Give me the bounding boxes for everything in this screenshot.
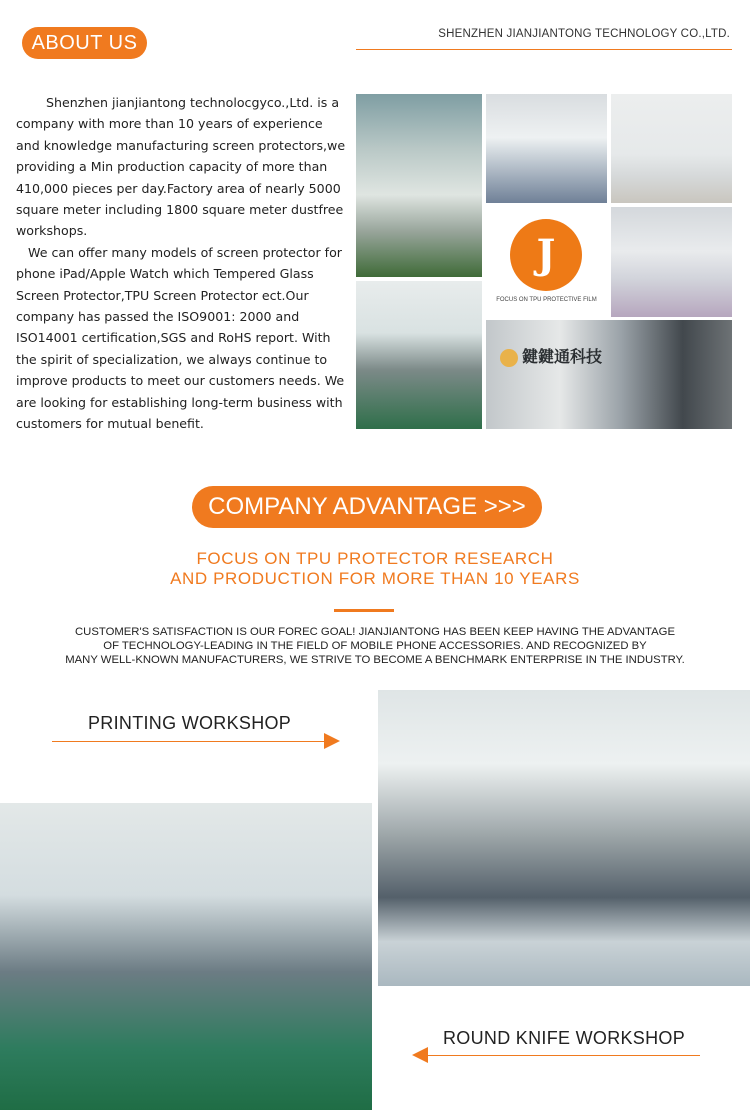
advantage-desc-line-2: OF TECHNOLOGY-LEADING IN THE FIELD OF MOBILE PHONE ACCESSORIES. AND RECOGNIZED BY xyxy=(103,640,647,652)
printing-workshop-photo xyxy=(378,690,750,986)
intro-text xyxy=(16,92,350,435)
company-name: SHENZHEN JIANJIANTONG TECHNOLOGY CO.,LTD. xyxy=(438,28,730,40)
arrow-left-icon xyxy=(412,1047,428,1063)
lab-worker-photo xyxy=(611,207,732,317)
advantage-desc-line-1: CUSTOMER'S SATISFACTION IS OUR FOREC GOAL! JIANJIANTONG HAS BEEN KEEP HAVING THE ADVANTAGE xyxy=(75,626,675,638)
arrow-right-icon xyxy=(324,733,340,749)
round-knife-workshop-photo xyxy=(0,803,372,1110)
round-knife-workshop-label: ROUND KNIFE WORKSHOP xyxy=(443,1028,686,1048)
company-logo-tile xyxy=(486,207,607,317)
advantage-divider xyxy=(334,609,394,612)
printing-arrow-line xyxy=(52,741,327,742)
knife-arrow-line xyxy=(425,1055,700,1056)
intro-paragraph-1: Shenzhen jianjiantong technolocgyco.,Ltd. is a company with more than 10 years of experience and knowledge manufacturing screen protectors,we providing a Min production capacity of more than 410,000 pieces per day.Factory area of nearly 5000 square meter including 1800 square meter dustfree workshops. xyxy=(16,95,346,239)
advantage-desc-line-3: MANY WELL-KNOWN MANUFACTURERS, WE STRIVE TO BECOME A BENCHMARK ENTERPRISE IN THE INDUSTRY. xyxy=(65,654,685,666)
header-divider xyxy=(356,49,732,50)
meeting-room-photo xyxy=(611,94,732,203)
sign-logo-icon xyxy=(500,349,518,367)
reception-sign-text: 鍵鍵通科技 xyxy=(522,349,603,366)
production-line-photo xyxy=(356,281,482,429)
office-workstations-photo xyxy=(486,94,607,203)
company-advantage-badge: COMPANY ADVANTAGE >>> xyxy=(192,486,542,528)
intro-paragraph-2: We can offer many models of screen protector for phone iPad/Apple Watch which Tempered Glass Screen Protector,TPU Screen Protector ect.Our company has passed the ISO9001: 2000 and ISO14001 certification,SGS and RoHS report. With the spirit of specialization, we always continue to improve products to meet our customers needs. We are looking for establishing long-term business with customers for mutual benefit. xyxy=(16,244,345,432)
factory-building-photo xyxy=(356,94,482,277)
logo-caption: FOCUS ON TPU PROTECTIVE FILM xyxy=(496,297,597,303)
reception-sign xyxy=(500,344,602,367)
focus-heading-line-2: AND PRODUCTION FOR MORE THAN 10 YEARS xyxy=(170,569,580,588)
about-us-badge: ABOUT US xyxy=(22,27,147,59)
reception-lobby-photo xyxy=(486,320,732,429)
focus-heading-line-1: FOCUS ON TPU PROTECTOR RESEARCH xyxy=(196,549,554,568)
company-logo: J xyxy=(510,219,582,291)
printing-workshop-label: PRINTING WORKSHOP xyxy=(88,713,292,733)
